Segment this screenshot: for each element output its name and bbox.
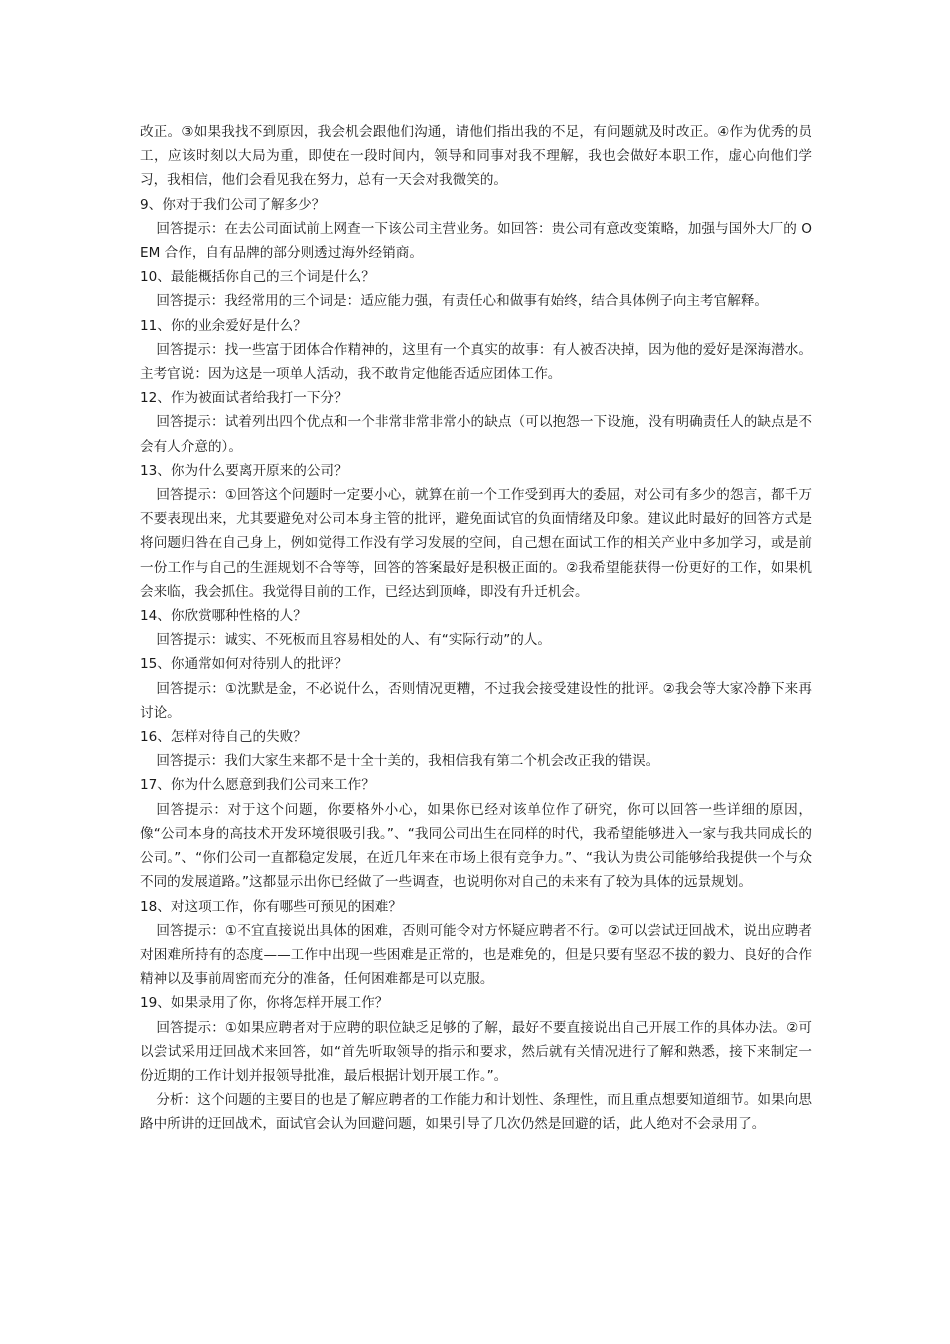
answer-10: 回答提示：我经常用的三个词是：适应能力强，有责任心和做事有始终，结合具体例子向主考官解释。	[156, 293, 769, 310]
question-12: 12、作为被面试者给我打一下分？	[140, 390, 348, 407]
intro-paragraph: 改正。③如果我找不到原因，我会机会跟他们沟通，请他们指出我的不足，有问题就及时改正。④作为优秀的员工，应该时刻以大局为重，即使在一段时间内，领导和同事对我不理解，我也会做好本职工作，虚心向他们学习，我相信，他们会看见我在努力，总有一天会对我微笑的。	[140, 124, 812, 189]
qa-item-15	[140, 652, 812, 725]
answer-17: 回答提示：对于这个问题，你要格外小心，如果你已经对该单位作了研究，你可以回答一些详细的原因，像“公司本身的高技术开发环境很吸引我。”、“我同公司出生在同样的时代，我希望能够进入一家与我共同成长的公司。”、“你们公司一直都稳定发展，在近几年来在市场上很有竞争力。”、“我认为贵公司能够给我提供一个与众不同的发展道路。”这都显示出你已经做了一些调查，也说明你对自己的未来有了较为具体的远景规划。	[140, 801, 812, 891]
answer-12: 回答提示：试着列出四个优点和一个非常非常非常小的缺点（可以抱怨一下设施，没有明确责任人的缺点是不会有人介意的）。	[140, 414, 812, 455]
answer-15: 回答提示：①沈默是金，不必说什么，否则情况更糟，不过我会接受建设性的批评。②我会等大家冷静下来再讨论。	[140, 680, 812, 721]
qa-item-10	[140, 265, 812, 313]
answer-9: 回答提示：在去公司面试前上网查一下该公司主营业务。如回答：贵公司有意改变策略，加强与国外大厂的 OEM 合作，自有品牌的部分则透过海外经销商。	[140, 220, 812, 262]
qa-item-19	[140, 991, 812, 1136]
question-16: 16、怎样对待自己的失败？	[140, 729, 307, 746]
qa-item-16	[140, 725, 812, 773]
qa-item-14	[140, 604, 812, 652]
qa-item-18	[140, 895, 812, 992]
answer-16: 回答提示：我们大家生来都不是十全十美的，我相信我有第二个机会改正我的错误。	[156, 753, 660, 770]
qa-item-13	[140, 459, 812, 604]
answer-18: 回答提示：①不宜直接说出具体的困难，否则可能令对方怀疑应聘者不行。②可以尝试迂回战术，说出应聘者对困难所持有的态度——工作中出现一些困难是正常的，也是难免的，但是只要有坚忍不拔的毅力、良好的合作精神以及事前周密而充分的准备，任何困难都是可以克服。	[140, 922, 812, 988]
answer-14: 回答提示：诚实、不死板而且容易相处的人、有“实际行动”的人。	[156, 632, 552, 649]
answer-11: 回答提示：找一些富于团体合作精神的，这里有一个真实的故事：有人被否决掉，因为他的爱好是深海潜水。主考官说：因为这是一项单人活动，我不敢肯定他能否适应团体工作。	[140, 341, 812, 383]
question-18: 18、对这项工作，你有哪些可预见的困难？	[140, 898, 402, 915]
answer-19: 回答提示：①如果应聘者对于应聘的职位缺乏足够的了解，最好不要直接说出自己开展工作的具体办法。②可以尝试采用迂回战术来回答，如“首先听取领导的指示和要求，然后就有关情况进行了解和熟悉，接下来制定一份近期的工作计划并报领导批准，最后根据计划开展工作。”。	[140, 1019, 812, 1084]
question-13: 13、你为什么要离开原来的公司？	[140, 462, 348, 479]
question-9: 9、你对于我们公司了解多少？	[140, 196, 326, 213]
question-15: 15、你通常如何对待别人的批评？	[140, 656, 348, 673]
question-17: 17、你为什么愿意到我们公司来工作？	[140, 777, 375, 794]
question-14: 14、你欣赏哪种性格的人？	[140, 608, 307, 625]
qa-item-9	[140, 193, 812, 266]
document-body	[140, 120, 812, 1137]
answer-13: 回答提示：①回答这个问题时一定要小心，就算在前一个工作受到再大的委屈，对公司有多少的怨言，都千万不要表现出来，尤其要避免对公司本身主管的批评，避免面试官的负面情绪及印象。建议此时最好的回答方式是将问题归咎在自己身上，例如觉得工作没有学习发展的空间，自己想在面试工作的相关产业中多加学习，或是前一份工作与自己的生涯规划不合等等，回答的答案最好是积极正面的。②我希望能获得一份更好的工作，如果机会来临，我会抓住。我觉得目前的工作，已经达到顶峰，即没有升迁机会。	[140, 487, 812, 600]
qa-item-11	[140, 314, 812, 387]
analysis-19: 分析：这个问题的主要目的也是了解应聘者的工作能力和计划性、条理性，而且重点想要知道细节。如果向思路中所讲的迂回战术，面试官会认为回避问题，如果引导了几次仍然是回避的话，此人绝对不会录用了。	[140, 1092, 812, 1133]
qa-item-12	[140, 386, 812, 459]
question-10: 10、最能概括你自己的三个词是什么？	[140, 269, 375, 286]
qa-item-17	[140, 773, 812, 894]
question-19: 19、如果录用了你，你将怎样开展工作？	[140, 995, 389, 1012]
question-11: 11、你的业余爱好是什么？	[140, 317, 307, 334]
